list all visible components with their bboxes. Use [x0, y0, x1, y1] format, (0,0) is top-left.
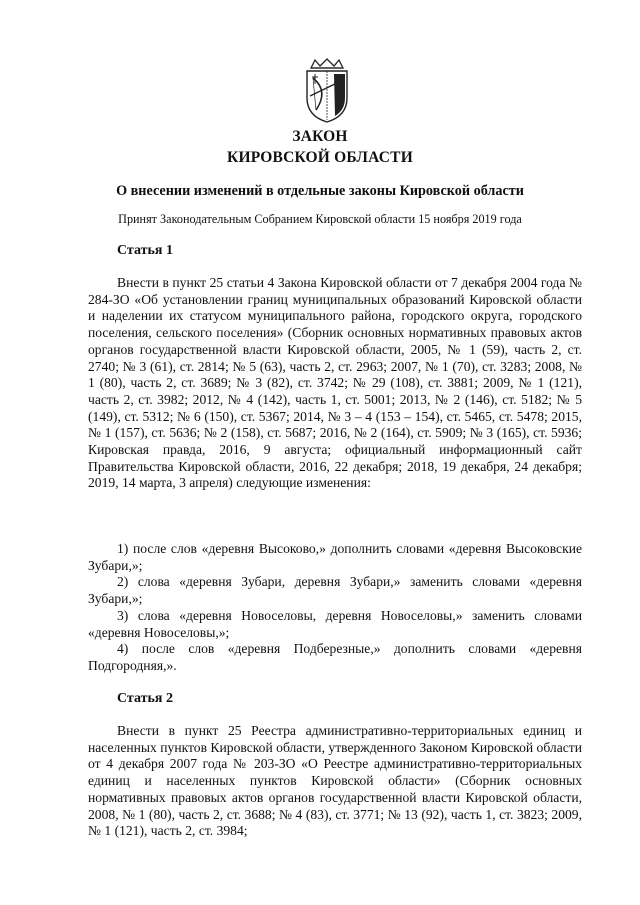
amendment-item: 1) после слов «деревня Высоково,» дополнить словами «деревня Высоковские Зубари,»;: [88, 541, 582, 573]
document-subject: О внесении изменений в отдельные законы Кировской области: [116, 183, 524, 199]
kirov-coat-of-arms-icon: [301, 58, 353, 124]
article-2-paragraph: Внести в пункт 25 Реестра административно-территориальных единиц и населенных пунктов Кировской области, утвержденного Законом Кировской области от 4 декабря 2007 года № 203-ЗО «О Реестре административно-территориальных единиц и населенных пунктов Кировской области» (Сборник основных нормативных правовых актов органов государственной власти Кировской области, 2008, № 1 (80), часть 2, ст. 3688; № 4 (83), ст. 3771; № 13 (92), часть 1, ст. 3823; 2009, № 1 (121), часть 2, ст. 3984;: [88, 723, 582, 839]
amendment-item: 4) после слов «деревня Подберезные,» дополнить словами «деревня Подгородняя,».: [88, 641, 582, 673]
article-1-amendments: [88, 541, 582, 675]
amendment-item: 3) слова «деревня Новоселовы, деревня Новоселовы,» заменить словами «деревня Новоселовы,»;: [88, 607, 582, 640]
document-issuer: КИРОВСКОЙ ОБЛАСТИ: [227, 149, 413, 166]
amendment-item: 2) слова «деревня Зубари, деревня Зубари,» заменить словами «деревня Зубари,»;: [88, 574, 582, 607]
document-type: ЗАКОН: [292, 128, 348, 145]
article-1-heading: Статья 1: [117, 243, 173, 258]
adoption-note: Принят Законодательным Собранием Кировской области 15 ноября 2019 года: [118, 212, 522, 226]
article-2-heading: Статья 2: [117, 691, 173, 706]
article-1-paragraph: Внести в пункт 25 статьи 4 Закона Кировской области от 7 декабря 2004 года № 284-ЗО «Об установлении границ муниципальных образований Кировской области и наделении их статусом муниципального района, городского округа, городского поселения, сельского поселения» (Сборник основных нормативных правовых актов органов государственной власти Кировской области, 2005, № 1 (59), часть 2, ст. 2740; № 3 (61), ст. 2814; № 5 (63), часть 2, ст. 2963; 2007, № 1 (70), ст. 3283; 2008, № 1 (80), часть 2, ст. 3689; № 3 (82), ст. 3742; № 29 (108), ст. 3881; 2009, № 1 (121), часть 2, ст. 3982; 2012, № 4 (142), часть 1, ст. 5001; 2013, № 2 (146), ст. 5182; № 5 (149), ст. 5312; № 6 (150), ст. 5367; 2014, № 3 – 4 (153 – 154), ст. 5465, ст. 5478; 2015, № 1 (157), ст. 5636; № 2 (158), ст. 5687; 2016, № 2 (164), ст. 5909; № 3 (165), ст. 5936; Кировская правда, 2016, 9 августа; официальный информационный сайт Правительства Кировской области, 2016, 22 декабря; 2018, 19 декабря, 24 декабря; 2019, 14 марта, 3 апреля) следующие изменения:: [88, 275, 582, 491]
